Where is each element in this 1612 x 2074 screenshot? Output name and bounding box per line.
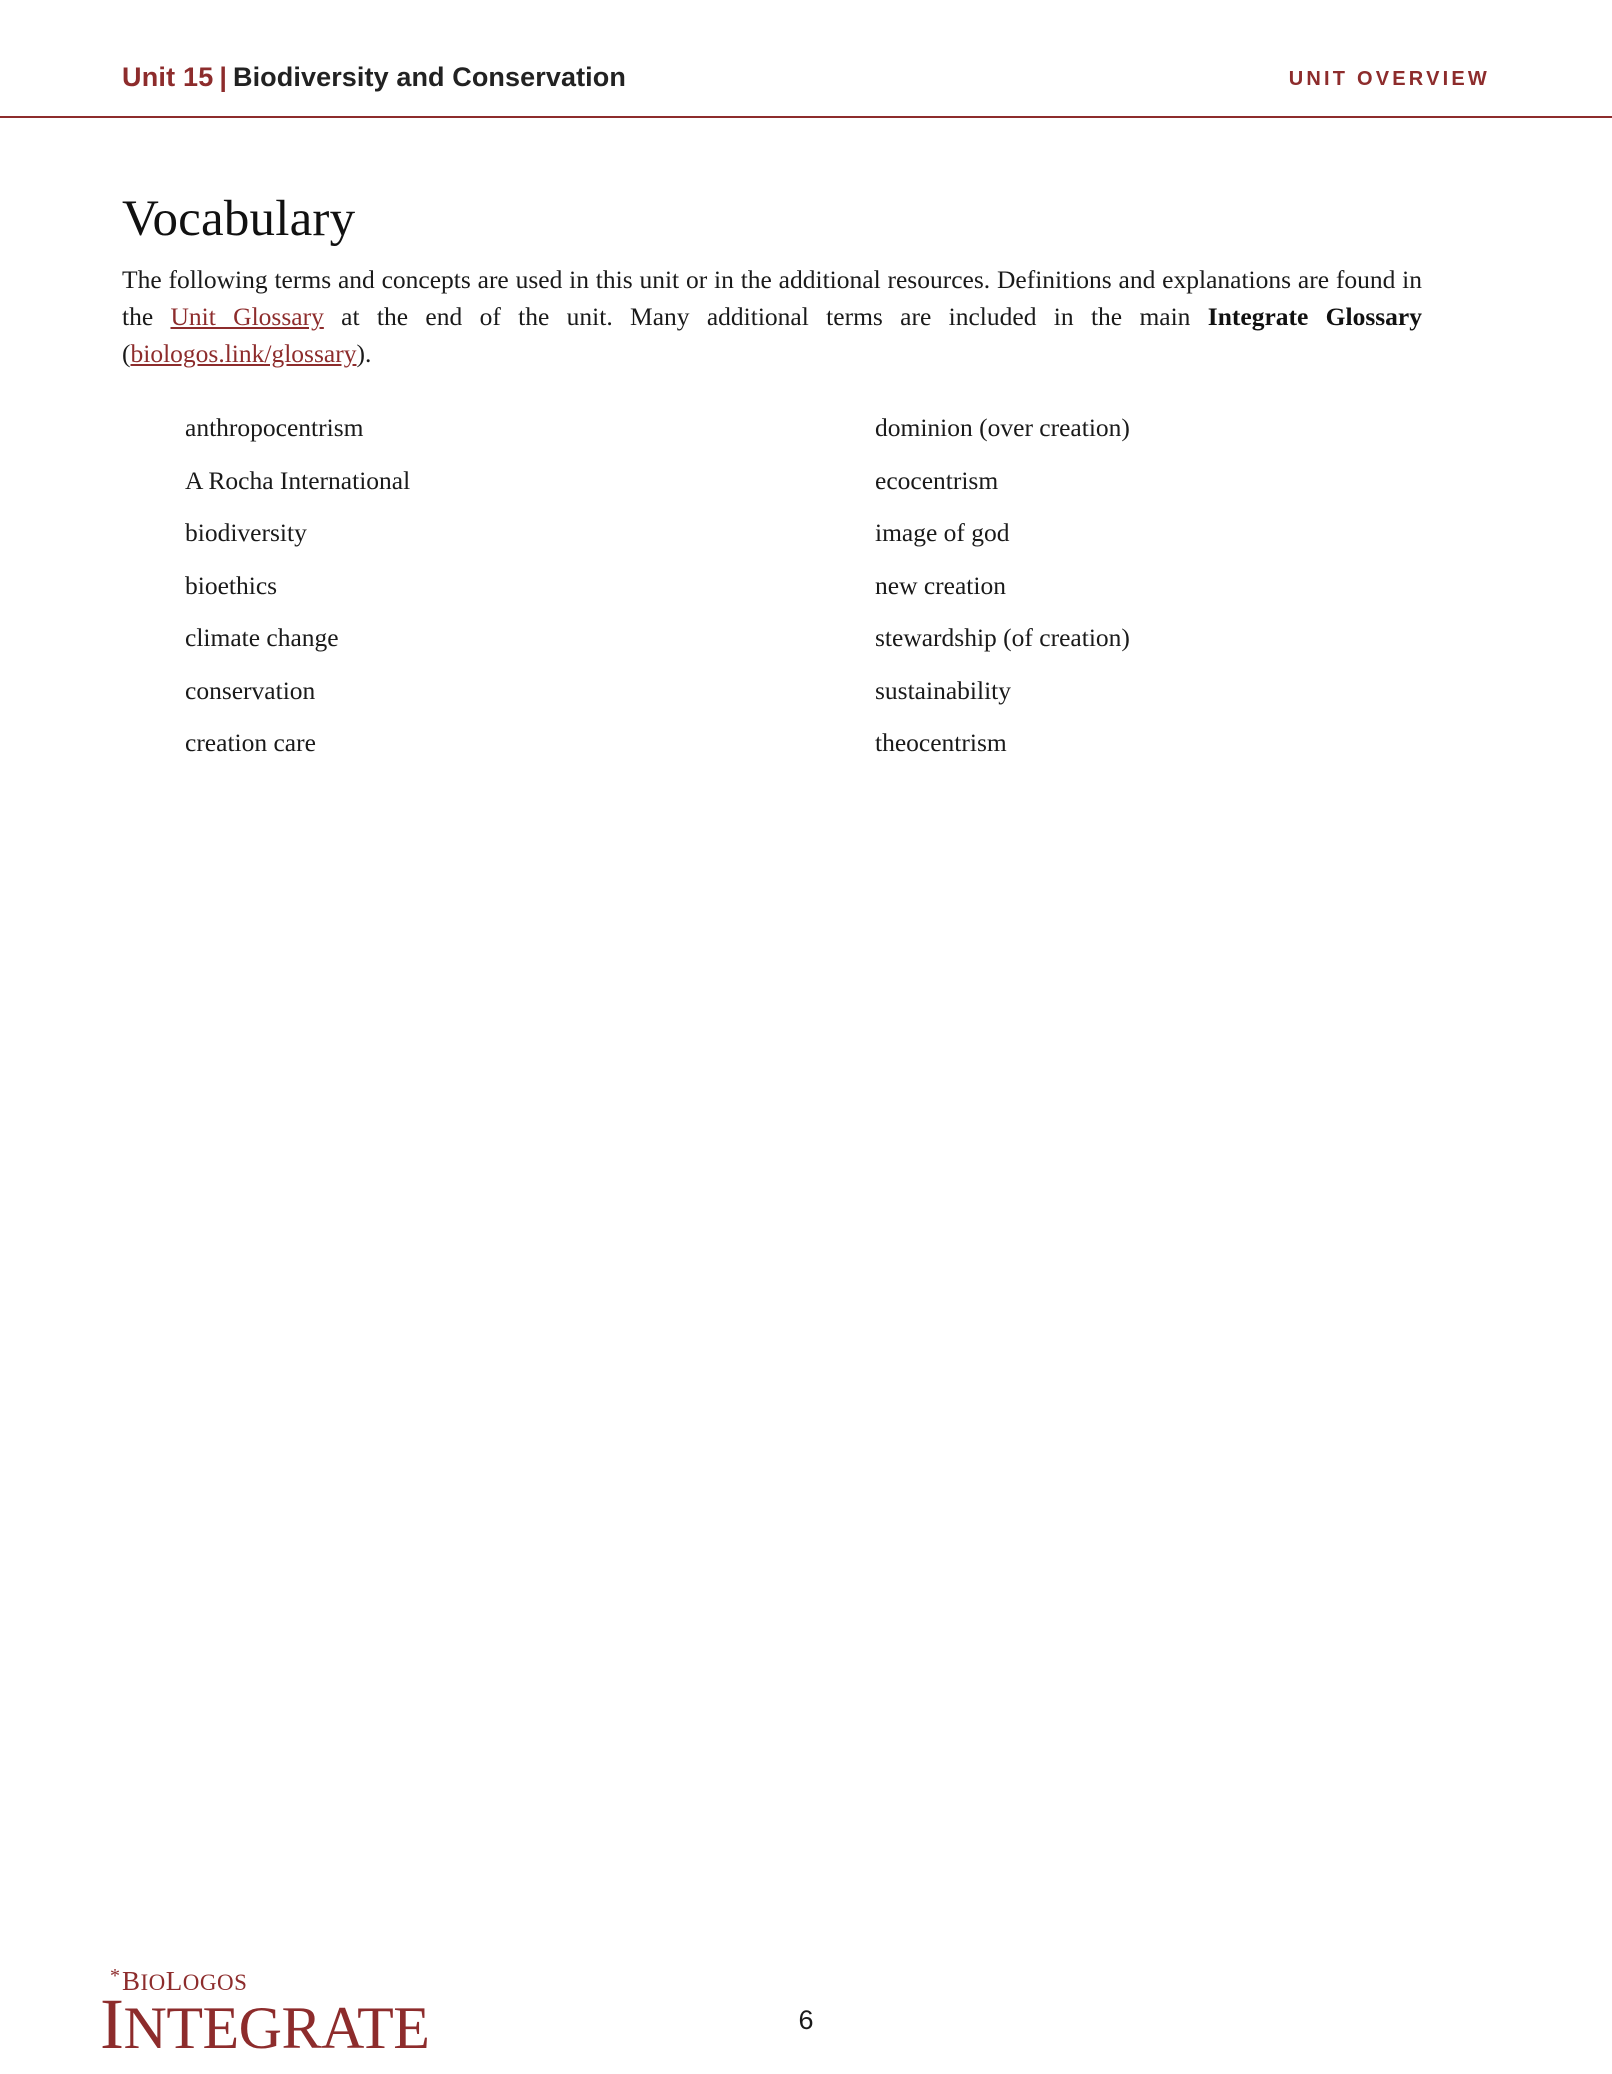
vocabulary-term: biodiversity	[185, 518, 307, 547]
logo-biologos-l: L	[165, 1966, 183, 1996]
header-section-label: UNIT OVERVIEW	[1288, 68, 1490, 90]
page-footer	[0, 1934, 1612, 2074]
intro-paragraph	[122, 262, 1422, 373]
vocabulary-term: bioethics	[185, 570, 278, 600]
vocabulary-term: image of god	[875, 518, 1010, 547]
intro-text-part1: The following terms and concepts are used in this unit or in the additional resources. Definitions and explanations are found in the	[122, 265, 1422, 331]
unit-glossary-link[interactable]: Unit Glossary	[170, 301, 324, 331]
vocabulary-term: A Rocha International	[185, 465, 411, 495]
page-header	[0, 0, 1612, 118]
vocabulary-term: anthropocentrism	[185, 413, 364, 442]
page-number: 6	[798, 2005, 814, 2035]
logo-star-icon: *	[110, 1965, 120, 1987]
vocabulary-term: theocentrism	[875, 728, 1007, 757]
logo-biologos-io: IO	[140, 1970, 166, 1995]
logo-biologos-ogos: OGOS	[182, 1970, 248, 1995]
integrate-glossary-url-link[interactable]: biologos.link/glossary	[130, 338, 357, 368]
vocabulary-term: ecocentrism	[875, 465, 999, 495]
logo-biologos-b: B	[122, 1966, 141, 1996]
intro-text-part4: ).	[356, 338, 372, 368]
vocabulary-list	[185, 415, 1435, 783]
header-unit-title: Biodiversity and Conservation	[232, 62, 626, 92]
intro-text-part3: (	[122, 338, 131, 368]
vocabulary-column-2	[875, 415, 1435, 783]
intro-text-part2: at the end of the unit. Many additional terms are included in the main	[323, 301, 1208, 331]
vocabulary-term: sustainability	[875, 675, 1011, 705]
header-unit-block	[122, 62, 626, 93]
logo-integrate-rest: NTEGRATE	[123, 1995, 430, 2061]
vocabulary-column-1	[185, 415, 875, 783]
integrate-glossary-label: Integrate Glossary	[1207, 301, 1422, 331]
vocabulary-term: stewardship (of creation)	[875, 623, 1130, 652]
page-title: Vocabulary	[122, 191, 356, 247]
logo-integrate-i: I	[100, 1984, 124, 2064]
vocabulary-term: new creation	[875, 570, 1006, 600]
main-content	[122, 190, 1492, 373]
vocabulary-term: conservation	[185, 675, 316, 705]
header-unit-label: Unit 15	[122, 62, 214, 92]
header-separator: |	[219, 62, 227, 92]
vocabulary-term: creation care	[185, 728, 316, 757]
vocabulary-term: climate change	[185, 623, 339, 652]
vocabulary-term: dominion (over creation)	[875, 413, 1130, 442]
